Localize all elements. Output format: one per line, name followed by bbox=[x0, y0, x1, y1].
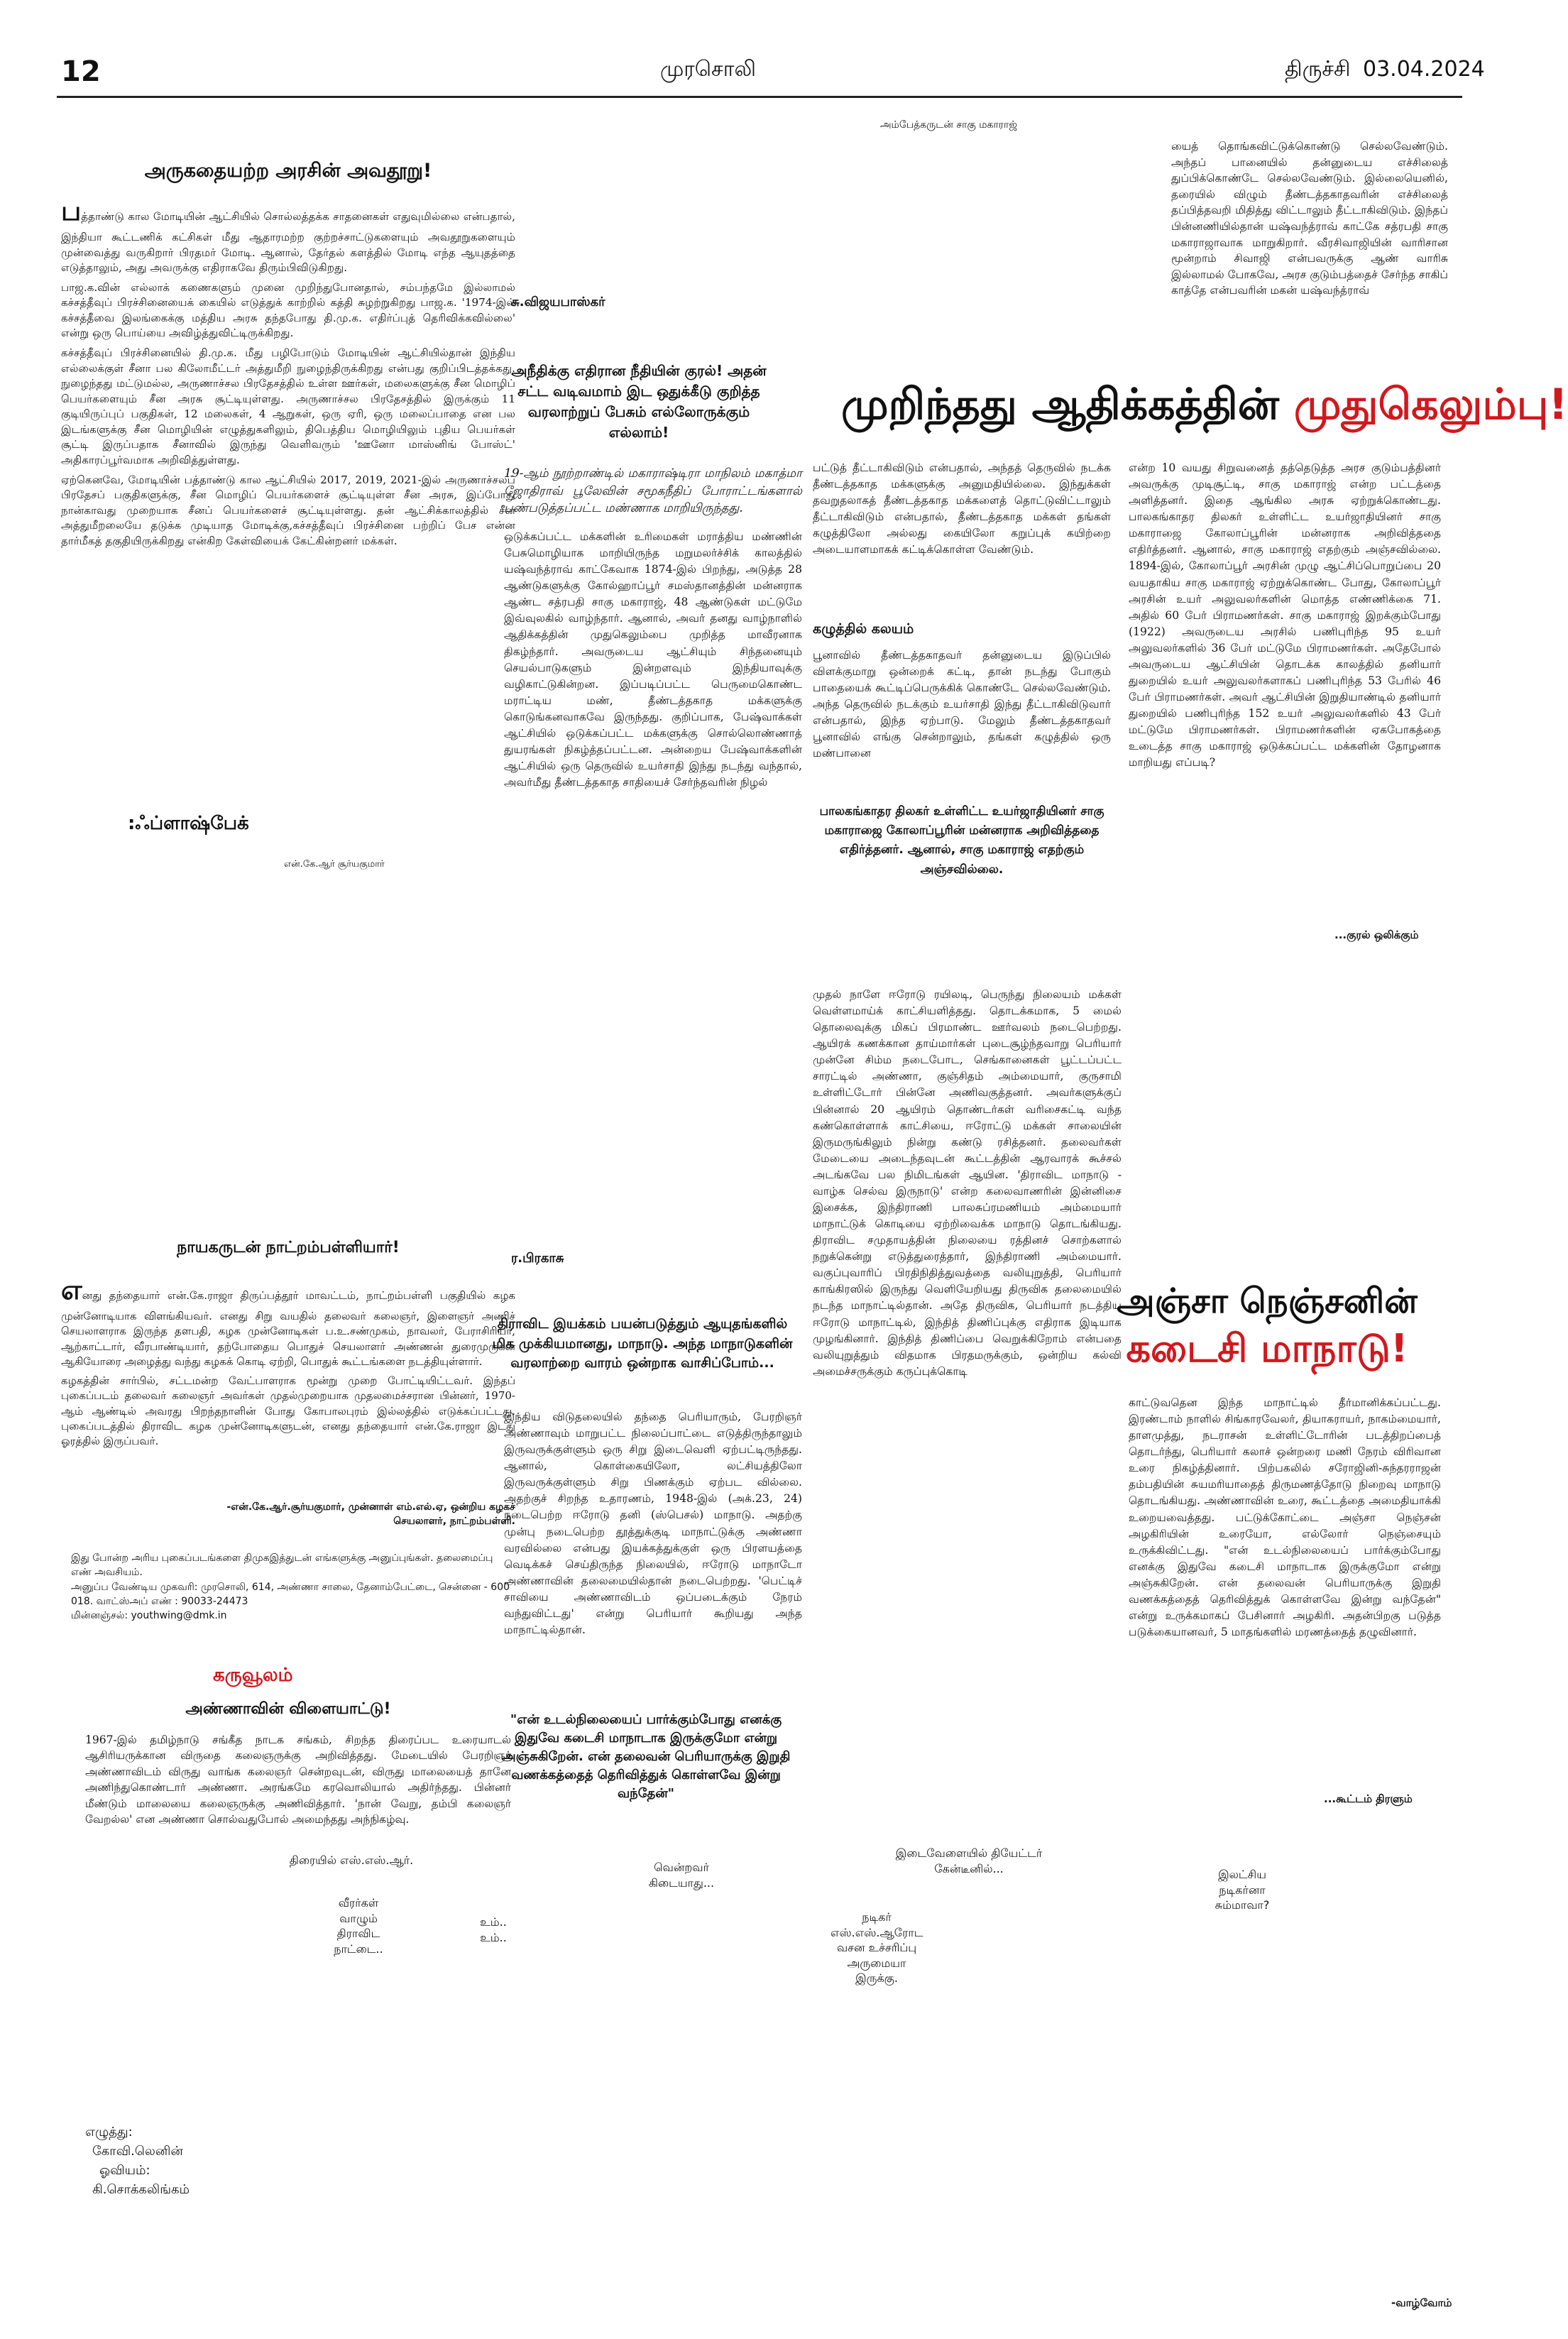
article2-column2: முதல் நாளே ஈரோடு ரயிலடி, பெருந்து நிலையம் மக்கள் வெள்ளமாய்க் காட்சியளித்தது. தொடக்கமாக, 5 மைல் தொலைவுக்கு மிகப் பிரமாண்ட ஊர்வலம் நடைபெற்றது. ஆயிரக் கணக்கான தாய்மார்கள் புடைசூழ்ந்தவாறு பெரியார் முன்னே சிம்ம நடைபோட, செங்கானைகள் பூட்டப்பட்ட சாரட்டில் அண்ணா, குஞ்சிதம் அம்மையார், குருசாமி உள்ளிட்டோர் பின்னே அணிவகுத்தனர். அவர்களுக்குப் பின்னால் 20 ஆயிரம் தொண்டர்கள் வரிசைகட்டி வந்த கண்கொள்ளாக் காட்சியை, ஈரோட்டு மக்கள் சாலையின் இருமருங்கிலும் நின்று கண்டு ரசித்தனர். தலைவர்கள் மேடையை அடைந்தவுடன் கூட்டத்தின் ஆரவாரக் கூச்சல் அடங்கவே பல நிமிடங்கள் ஆயின. 'திராவிட மாநாடு - வாழ்க செல்வ இருநாடு' என்ற கலைவாணரின் இன்னிசை இசைக்க, இந்திராணி பாலசுப்ரமணியம் அம்மையார் மாநாட்டுக் கொடியை ஏற்றிவைக்க மாநாடு தொடங்கியது. திராவிட சமுதாயத்தின் நிலையை ரத்தினச் சொற்களால் நறுக்கென்று எடுத்துரைத்தார், இந்திராணி அம்மையார். வகுப்புவாரிப் பிரதிநிதித்துவத்தை வலியுறுத்தி, பெரியார் காங்கிரஸில் இருந்து வெளியேறியது திருவிக தலைமையில் நடந்த மாநாட்டில்தான். அதே திருவிக, பெரியார் நடத்திய ஈரோடு மாநாட்டில், இந்தித் திணிப்புக்கு எதிராக இடியாக முழங்கினார். இந்தித் திணிப்பை வெறுக்கிறோம் என்பதை வலியுறுத்தும் விதமாக பிரதமருக்கும், ஒன்றிய கல்வி அமைச்சருக்கும் கருப்புக்கொடி bbox=[813, 988, 1122, 1378]
page-number: 12 bbox=[61, 55, 101, 88]
article2-continued: ...கூட்டம் திரளும் bbox=[1324, 1792, 1413, 1805]
article1-column4: என்ற 10 வயது சிறுவனைத் தத்தெடுத்த அரச குடும்பத்தினர் அவருக்கு முடிசூட்டி, சாகு மகாராஜ் என்ற பட்டத்தை அளித்தனர். இதை ஆங்கில அரசு ஏற்றுக்கொண்டது. பாலகங்காதர திலகர் உள்ளிட்ட உயர்ஜாதியினர் சாகு மகாராஜை கோலாப்பூரின் மன்னராக அறிவித்ததை எதிர்த்தனர். ஆனால், சாகு மகாராஜ் எதற்கும் அஞ்சவில்லை. 1894-இல், கோலாப்பூர் அரசின் முழு ஆட்சிப்பொறுப்பை 20 வயதாகிய சாகு மகாராஜ் ஏற்றுக்கொண்ட போது, கோலாப்பூர் அரசின் உயர் அலுவலர்களின் மொத்த எண்ணிக்கை 71. அதில் 60 பேர் பிராமணர்கள். சாகு மகாராஜ் இறக்கும்போது (1922) அவருடைய அரசில் பணிபுரிந்த 95 உயர் அலுவலர்களில் 36 பேர் மட்டுமே பிராமணர்கள். அதேபோல் அவருடைய ஆட்சியின் தொடக்க காலத்தில் தனியார் துறையில் உயர் அலுவலர்களாகப் பணிபுரிந்த 53 பேரில் 46 பேர் பிராமணர்கள். அவர் ஆட்சியின் இறுதியாண்டில் தனியார் துறையில் பணிபுரிந்த 152 உயர் அலுவலர்களில் 43 பேர் மட்டுமே பிராமணர்கள். பிராமணர்களின் ஏகபோகத்தை உடைத்த சாகு மகாராஜ் ஒடுக்கப்பட்ட மக்களின் தோழனாக மாறியது எப்படி? bbox=[1129, 461, 1441, 769]
credit-writer-label: எழுத்து: bbox=[85, 2125, 133, 2140]
karuvoolam-label: கருவூலம் bbox=[213, 1665, 293, 1686]
article1-column3b: பூனாவில் தீண்டத்தகாதவர் தன்னுடைய இடுப்பில் விளக்குமாறு ஒன்றைக் கட்டி, தான் நடந்து போகும் பாதையைக் கூட்டிப்பெருக்கிக் கொண்டே செல்லவேண்டும். அந்த தெருவில் நடக்கும் உயர்சாதி இந்து தீட்டாகிவிடுவார் என்பதால், இந்த ஏற்பாடு. மேலும் தீண்டத்தகாதவர் பூனாவில் எங்கு சென்றாலும், தங்கள் கழுத்தில் ஒரு மண்பானை bbox=[813, 649, 1111, 760]
article1-top-right: யைத் தொங்கவிட்டுக்கொண்டு செல்லவேண்டும். அந்தப் பானையில் தன்னுடைய எச்சிலைத் துப்பிக்கொண்டே செல்லவேண்டும். இல்லையெனில், தரையில் விழும் தீண்டத்தகாதவரின் எச்சிலைத் தப்பித்தவறி மிதித்து விட்டாலும் தீட்டாகிவிடும். இந்தப் பின்னணியில்தான் யஷ்வந்த்ராவ் காட்கே சத்ரபதி சாகு மகாராஜாவாக மாறுகிறார். வீரசிவாஜியின் வாரிசான மூன்றாம் சிவாஜி என்பவருக்கு ஆண் வாரிசு இல்லாமல் போகவே, அரச குடும்பத்தைச் சேர்ந்த சாகிப் காத்தே என்பவரின் மகன் யஷ்வந்த்ராவ் bbox=[1171, 140, 1448, 297]
comic-continued: -வாழ்வோம் bbox=[1391, 2296, 1452, 2309]
article2-deck: திராவிட இயக்கம் பயன்படுத்தும் ஆயுதங்களில் மிக முக்கியமானது, மாநாடு. அந்த மாநாடுகளின் வரலாற்றை வாரம் ஒன்றாக வாசிப்போம்... bbox=[492, 1316, 793, 1371]
photo-caption: அம்பேத்கருடன் சாகு மகாராஜ் bbox=[880, 119, 1018, 131]
article2-headline-line2: கடைசி மாநாடு! bbox=[1126, 1326, 1408, 1371]
editorial-paragraph: ஏற்கெனவே, மோடியின் பத்தாண்டு கால ஆட்சியில் 2017, 2019, 2021-இல் அருணாச்சலப் பிரதேசப் பகுதிகளுக்கு, சீன மொழிப் பெயர்களைச் சூட்டியுள்ள சீன அரசு, இப்போது நான்காவது முறையாக சீனப் பெயர்களைச் சூட்டியுள்ளது. தன் ஆட்சிக்காலத்தில் சீன அத்துமீறலையே தடுக்க முடியாத மோடிக்கு,கச்சத்தீவுப் பிரச்சினை பற்றிப் பேச என்ன தார்மீகத் தகுதியிருக்கிறது என்கிற கேள்வியைக் கேட்கின்றனர் மக்கள். bbox=[61, 473, 515, 547]
notice-email: மின்னஞ்சல்: youthwing@dmk.in bbox=[71, 1610, 227, 1622]
comic-credits bbox=[85, 2122, 190, 2199]
article1-deck: அநீதிக்கு எதிரான நீதியின் குரல்! அதன் சட்ட வடிவமாம் இட ஒதுக்கீடு குறித்த வரலாற்றுப் பேசும் எல்லோருக்கும் எல்லாம்! bbox=[511, 362, 767, 441]
article2-byline: ர.பிரகாசு bbox=[511, 1251, 564, 1266]
letter-body bbox=[61, 1271, 515, 1454]
flashback-title: :ஃப்ளாஷ்பேக் bbox=[128, 813, 249, 834]
publication-name: முரசொலி bbox=[660, 57, 756, 82]
notice-address: அனுப்ப வேண்டிய முகவரி: முரசொலி, 614, அண்ணா சாலை, தேனாம்பேட்டை, சென்னை - 600 018. வாட்ஸ்அப் எண் : 90033-24473 bbox=[71, 1581, 510, 1607]
article2-headline-line1: அஞ்சா நெஞ்சனின் bbox=[1117, 1281, 1418, 1321]
letter-paragraph: கழகத்தின் சார்பில், சட்டமன்ற வேட்பாளராக மூன்று முறை போட்டியிட்டவர். இந்தப் புகைப்படம் தலைவர் கலைஞர் அவர்கள் முதல்முறையாக முதலமைச்சரான பின்னர், 1970-ஆம் ஆண்டில் அவரது பிறந்தநாளின் போது கோபாலபுரம் இல்லத்தில் எடுக்கப்பட்டது. புகைப்படத்தில் திராவிட கழக முன்னோடிகளுடன், எனது தந்தையார் என்.கே.ராஜா இடது ஓரத்தில் இருப்பவர். bbox=[61, 1374, 515, 1448]
article2-quote: "என் உடல்நிலையைப் பார்க்கும்போது எனக்கு இதுவே கடைசி மாநாடாக இருக்குமோ என்று அஞ்சுகிறேன். என் தலைவன் பெரியாருக்கு இறுதி வணக்கத்தைத் தெரிவித்துக் கொள்ளவே இன்று வந்தேன்" bbox=[501, 1712, 791, 1802]
article2-column1: இந்திய விடுதலையில் தந்தை பெரியாரும், பேரறிஞர் அண்ணாவும் மாறுபட்ட நிலைப்பாட்டை எடுத்திருந்தாலும் இருவருக்குள்ளும் ஒரு சிறு இடைவெளி ஏற்பட்டிருந்தது. ஆனால், கொள்கையிலோ, லட்சியத்திலோ இருவருக்குள்ளும் சிறு பிணக்கும் ஏற்பட வில்லை. அதற்குச் சிறந்த உதாரணம், 1948-இல் (அக்.23, 24) நடைபெற்ற ஈரோடு தனி (ஸ்பெசல்) மாநாடு. அதற்கு முன்பு நடைபெற்ற தூத்துக்குடி மாநாட்டுக்கு அண்ணா வரவில்லை என்பது இயக்கத்துக்குள் ஒரு பிரளயத்தை வெடிக்கச் செய்திருந்த நிலையில், ஈரோடு மாநாடோ அண்ணாவின் தலைமையில்தான் நடைபெற்றது. 'பெட்டிச் சாவியை அண்ணாவிடம் ஒப்படைக்கும் நேரம் வந்துவிட்டது' என்று பெரியார் கூறியது அந்த மாநாட்டில்தான். bbox=[504, 1410, 802, 1637]
article1-column1: ஒடுக்கப்பட்ட மக்களின் உரிமைகள் மராத்திய மண்ணின் பேசுமொழியாக மாறியிருந்த மறுமலர்ச்சிக் காலத்தில் யஷ்வந்த்ராவ் காட்கேவாக 1874-இல் பிறந்து, அடுத்த 28 ஆண்டுகளுக்கு கோல்ஹாப்பூர் சமஸ்தானத்தின் மன்னராக ஆண்ட சத்ரபதி சாகு மகாராஜ், 48 ஆண்டுகள் மட்டுமே இவ்வுலகில் வாழ்ந்தார். ஆனால், அவர் தனது வாழ்நாளில் ஆதிக்கத்தின் முதுகெலும்பை முறித்த மாவீரனாக திகழ்ந்தார். அவருடைய ஆட்சியும் சிந்தனையும் செயல்பாடுகளும் இன்றளவும் இந்தியாவுக்கு வழிகாட்டுகின்றன. இப்படிப்பட்ட பெருமைகொண்ட மராட்டிய மண், தீண்டத்தகாத மக்களுக்கு கொடுங்கனவாகவே இருந்தது. குறிப்பாக, பேஷ்வாக்கள் ஆட்சியில் ஒடுக்கப்பட்ட மக்களுக்கு சொல்லொண்ணாத் துயரங்கள் நிகழ்த்தப்பட்டன. அன்றைய பேஷ்வாக்களின் ஆட்சியில் ஒரு தெருவில் உயர்சாதி இந்து நடந்து வந்தால், அவர்மீது தீண்டத்தகாத சாதியைச் சேர்ந்தவரின் நிழல் bbox=[504, 530, 802, 789]
edition-city: திருச்சி bbox=[1285, 57, 1351, 82]
comic-panel4-speech: இலட்சிய நடிகர்னா சும்மாவா? bbox=[1215, 1868, 1270, 1912]
article2-column3: காட்டுவதென இந்த மாநாட்டில் தீர்மானிக்கப்பட்டது. இரண்டாம் நாளில் சிங்காரவேலர், தியாகராயர், நாகம்மையார், தாளமுத்து, நடராசன் உள்ளிட்டோரின் படத்திறப்பைத் தொடர்ந்து, பெரியார் கலாச் ஒன்றரை மணி நேரம் விரிவான உரை நிகழ்த்தினார். பிற்பகலில் சரோஜினி-சுந்தரராஜன் தம்பதியின் சுயமரியாதைத் திருமணத்தோடு நிறைவு மாநாடு தொடங்கியது. அண்ணாவின் உரை, கூட்டத்தை அமைதியாக்கி உறையவைத்தது. பட்டுக்கோட்டை அஞ்சா நெஞ்சன் அழகிரியின் உரையோ, எல்லோர் நெஞ்சையும் உருக்கிவிட்டது. "என் உடல்நிலையைப் பார்க்கும்போது எனக்கு இதுவே கடைசி மாநாடாக இருக்குமோ என்று அஞ்சுகிறேன். என் தலைவன் பெரியாருக்கு இறுதி வணக்கத்தைத் தெரிவித்துக் கொள்ளவே இன்று வந்தேன்" என்று உருக்கமாகப் பேசினார் அழகிரி. அதன்பிறகு படுத்த படுக்கையானவர், 5 மாதங்களில் மரணத்தைத் தழுவினார். bbox=[1129, 1396, 1441, 1639]
article1-headline bbox=[841, 380, 1568, 435]
credit-artist-label: ஓவியம்: bbox=[99, 2163, 150, 2178]
article1-pull-quote: பாலகங்காதர திலகர் உள்ளிட்ட உயர்ஜாதியினர் சாகு மகாராஜை கோலாப்பூரின் மன்னராக அறிவித்ததை எதிர்த்தனர். ஆனால், சாகு மகாராஜ் எதற்கும் அஞ்சவில்லை. bbox=[819, 804, 1104, 877]
comic-panel2-speech: வென்றவர் கிடையாது... bbox=[648, 1861, 715, 1890]
credit-writer-name: கோவி.லெனின் bbox=[92, 2144, 183, 2159]
article1-subhead: கழுத்தில் கலயம் bbox=[813, 621, 914, 637]
editorial-paragraph: கச்சத்தீவுப் பிரச்சினையில் தி.மு.க. மீது பழிபோடும் மோடியின் ஆட்சியில்தான் இந்திய எல்லைக்குள் சீனா பல கிலோமீட்டர் அத்துமீறி நுழைந்திருக்கிறது என்பது குறிப்பிடத்தக்கது. நுழைந்தது மட்டுமல்ல, அருணாச்சல பிரதேசத்தில் உள்ள ஊர்கள், மலைகளுக்கு சீன மொழிப் பெயர்களையும் சீன அரசு சூட்டியுள்ளது. அருணாச்சல பிரதேசத்தில் இருக்கும் 11 குடியிருப்புப் பகுதிகள், 12 மலைகள், 4 ஆறுகள், ஒரு ஏரி, ஒரு மலைப்பாதை என பல இடங்களுக்கு சீன மொழியின் எழுத்துகளிலும், திபெத்திய மொழியிலும் புதிய பெயர்கள் சூட்டி இருப்பதாக சீனாவில் இருந்து வெளிவரும் 'ஊனோ மாஸ்னிங் போஸ்ட்' அதிகாரப்பூர்வமாக அறிவித்துள்ளது. bbox=[61, 346, 515, 467]
karuvoolam-title: அண்ணாவின் விளையாட்டு! bbox=[185, 1700, 391, 1718]
article1-byline: சு.விஜயபாஸ்கர் bbox=[511, 295, 605, 310]
flashback-credit: என்.கே.ஆர் சூர்யகுமார் bbox=[284, 859, 385, 870]
comic-panel3-speech: நடிகர் எஸ்.எஸ்.ஆரோட வசன உச்சரிப்பு அருமையா இருக்கு. bbox=[830, 1910, 923, 1985]
comic-panel1-caption: திரையில் எஸ்.எஸ்.ஆர். bbox=[289, 1853, 414, 1867]
comic-panel2-sound: உம்.. உம்.. bbox=[480, 1915, 507, 1944]
comic-panel1-speech: வீரர்கள் வாழும் திராவிட நாட்டை.. bbox=[334, 1896, 383, 1956]
article1-intro: 19-ஆம் நூற்றாண்டில் மகாராஷ்டிரா மாநிலம் மகாத்மா ஜோதிராவ் பூலேவின் சமூகநீதிப் போராட்டங்களால் பண்படுத்தப்பட்ட மண்ணாக மாறியிருந்தது. bbox=[504, 466, 802, 516]
headline-black: முறிந்தது ஆதிக்கத்தின் bbox=[841, 380, 1279, 429]
issue-date: 03.04.2024 bbox=[1363, 57, 1485, 82]
letter-title: நாயகருடன் நாட்றம்பள்ளியார்! bbox=[177, 1239, 400, 1256]
header-rule bbox=[57, 96, 1462, 98]
editorial-paragraph: பாஜ.க.வின் எல்லாக் கணைகளும் முனை முறிந்துபோனதால், சம்பந்தமே இல்லாமல் கச்சத்தீவுப் பிரச்சினையைக் கையில் எடுத்துக் காற்றில் கத்தி சுழற்றுகிறது பாஜ.க. '1974-இல் கச்சத்தீவை இலங்கைக்கு மத்திய அரசு தந்தபோது தி.மு.க. எதிர்ப்புத் தெரிவிக்கவில்லை' என்று ஒரு பொய்யை அவிழ்த்துவிட்டிருக்கிறது. bbox=[61, 280, 515, 340]
letter-signature: -என்.கே.ஆர்.சூர்யகுமார், முன்னாள் எம்.எல்.ஏ, ஒன்றிய கழகச் செயலாளர், நாட்றம்பள்ளி. bbox=[226, 1501, 515, 1528]
karuvoolam-body: 1967-இல் தமிழ்நாடு சங்கீத நாடக சங்கம், சிறந்த திரைப்பட உரையாடல் ஆசிரியருக்கான விருதை கலைஞருக்கு அறிவித்தது. மேடையில் பேரறிஞர் அண்ணாவிடம் விருது வாங்க கலைஞர் சென்றவுடன், விருது மாலையைத் தானே அணிந்துகொண்டார் அண்ணா. அரங்கமே கரவொலியால் அதிர்ந்தது. பின்னர் மீண்டும் மாலையை கலைஞருக்கு அணிவித்தார். 'நான் வேறு, தம்பி கலைஞர் வேறல்ல' என அண்ணா சொல்வதுபோல் அமைந்தது அந்நிகழ்வு. bbox=[85, 1733, 511, 1826]
editorial-paragraph: பத்தாண்டு கால மோடியின் ஆட்சியில் சொல்லத்தக்க சாதனைகள் எதுவுமில்லை என்பதால், இந்தியா கூட்டணிக் கட்சிகள் மீது ஆதாரமற்ற குற்றச்சாட்டுகளையும் அவதூறுகளையும் முன்வைத்து வருகிறார் பிரதமர் மோடி. ஆனால், தேர்தல் களத்தில் மோடி எந்த ஆயுதத்தை எடுத்தாலும், அது அவருக்கு எதிராகவே திரும்பிவிடுகிறது. bbox=[61, 195, 515, 275]
credit-artist-name: கி.சொக்கலிங்கம் bbox=[92, 2182, 190, 2197]
article1-column3: பட்டுத் தீட்டாகிவிடும் என்பதால், அந்தத் தெருவில் நடக்க தீண்டத்தகாத மக்களுக்கு அனுமதியில்லை. இந்துக்கள் தவறுதலாகத் தீண்டத்தகாத மக்களைத் தொட்டுவிட்டாலும் தீட்டாகிவிடும் என்பதால், தீண்டத்தகாத மக்கள் தங்கள் கழுத்திலோ அல்லது கையிலோ கறுப்புக் கயிற்றை அடையாளமாகக் கட்டிக்கொள்ள வேண்டும். bbox=[813, 461, 1111, 557]
editorial-body bbox=[61, 192, 515, 554]
editorial-title: அருகதையற்ற அரசின் அவதூறு! bbox=[144, 160, 432, 182]
headline-red: முதுகெலும்பு! bbox=[1293, 380, 1568, 429]
comic-panel3-caption: இடைவேளையில் தியேட்டர் கேன்டீனில்... bbox=[895, 1846, 1043, 1875]
letter-paragraph: எனது தந்தையார் என்.கே.ராஜா திருப்பத்தூர் மாவட்டம், நாட்றம்பள்ளி பகுதியில் கழக முன்னோடியாக விளங்கியவர். எனது சிறு வயதில் தலைவர் கலைஞர், இளைஞர் அணிச் செயலாளராக இருந்த தளபதி, கழக முன்னோடிகள் ப.உ.சண்முகம், நாவலர், பேராசிரியர், ஆற்காட்டார், வீரபாண்டியார், தற்போதைய பொதுச் செயலாளர் அண்ணன் துரைமுருகன் ஆகியோரை அழைத்து வந்து கழகக் கொடி ஏற்றி, பொதுக் கூட்டங்களை நடத்தியுள்ளார். bbox=[61, 1273, 515, 1368]
notice-line: இது போன்ற அரிய புகைப்படங்களை திமுகஇத்துடன் எங்களுக்கு அனுப்புங்கள். தலைமைப்பு எண் அவசியம். bbox=[71, 1552, 493, 1579]
letter-notice bbox=[71, 1551, 511, 1623]
article1-continued: ...குரல் ஒலிக்கும் bbox=[1334, 929, 1419, 941]
